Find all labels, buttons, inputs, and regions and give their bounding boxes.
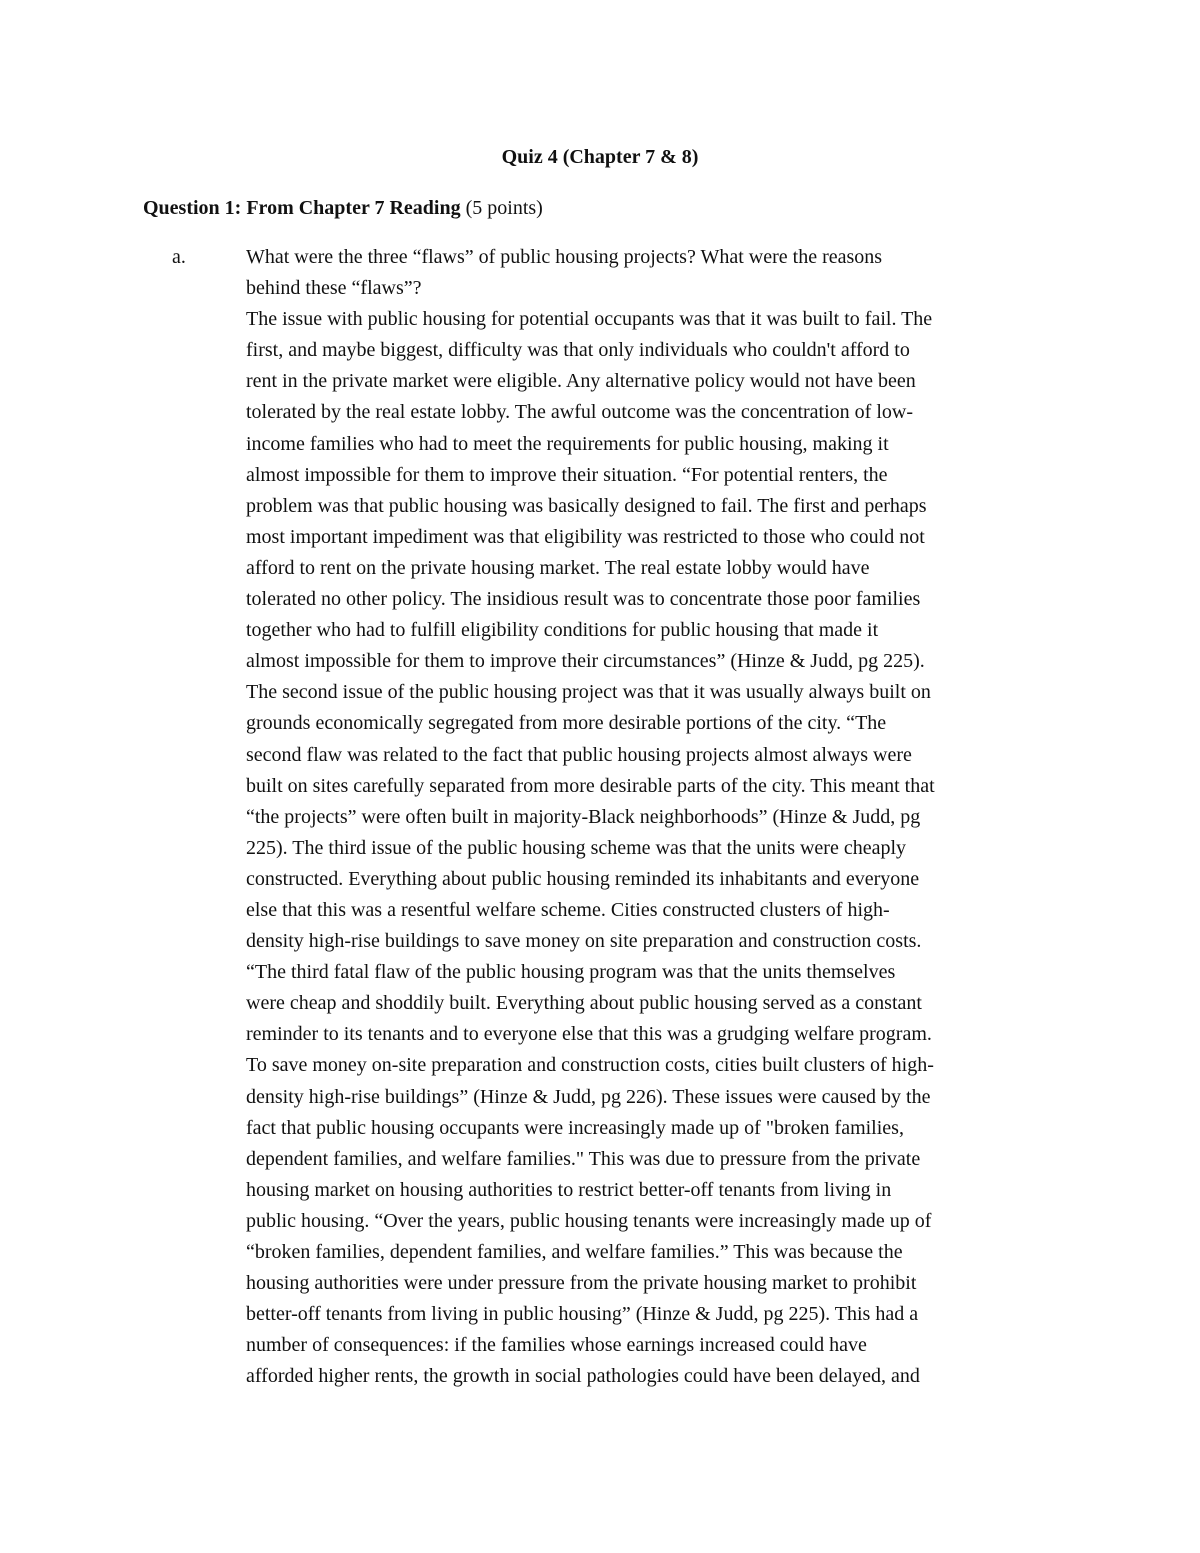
answer-line: “the projects” were often built in majority-Black neighborhoods” (Hinze & Judd, pg (246, 805, 921, 828)
question-heading-label: Question 1: From Chapter 7 Reading (143, 197, 461, 219)
answer-line: fact that public housing occupants were increasingly made up of "broken families, (246, 1116, 904, 1139)
answer-line: rent in the private market were eligible. Any alternative policy would not have been (246, 370, 916, 393)
answer-line: second flaw was related to the fact that public housing projects almost always were (246, 743, 912, 766)
answer-line: problem was that public housing was basically designed to fail. The first and perhaps (246, 494, 927, 517)
answer-line: “The third fatal flaw of the public housing program was that the units themselves (246, 961, 896, 984)
answer-line: density high-rise buildings to save money on site preparation and construction costs. (246, 930, 922, 953)
prompt-line: What were the three “flaws” of public housing projects? What were the reasons (246, 246, 883, 268)
answer-line: “broken families, dependent families, and welfare families.” This was because the (246, 1241, 903, 1263)
answer-line: tolerated no other policy. The insidious result was to concentrate those poor families (246, 588, 921, 611)
answer-line: almost impossible for them to improve their situation. “For potential renters, the (246, 463, 888, 486)
answer-line: public housing. “Over the years, public housing tenants were increasingly made up of (246, 1209, 932, 1232)
answer-line: income families who had to meet the requirements for public housing, making it (246, 432, 889, 455)
prompt-line: behind these “flaws”? (246, 277, 422, 300)
answer-line: else that this was a resentful welfare scheme. Cities constructed clusters of high- (246, 898, 890, 921)
answer-line: housing authorities were under pressure from the private housing market to prohibit (246, 1272, 917, 1295)
page-title: Quiz 4 (Chapter 7 & 8) (501, 146, 699, 168)
answer-line: density high-rise buildings” (Hinze & Judd, pg 226). These issues were caused by the (246, 1085, 931, 1108)
answer-line: constructed. Everything about public housing reminded its inhabitants and everyone (246, 867, 920, 890)
answer-line: afford to rent on the private housing market. The real estate lobby would have (246, 556, 870, 579)
answer-line: dependent families, and welfare families." This was due to pressure from the private (246, 1147, 921, 1170)
answer-line: The issue with public housing for potential occupants was that it was built to fail. The (246, 308, 933, 331)
question-points: (5 points) (460, 197, 543, 219)
answer-line: almost impossible for them to improve their circumstances” (Hinze & Judd, pg 225). (246, 650, 925, 673)
answer-line: housing market on housing authorities to restrict better-off tenants from living in (246, 1178, 892, 1201)
answer-line: were cheap and shoddily built. Everything about public housing served as a constant (246, 992, 922, 1015)
answer-line: together who had to fulfill eligibility conditions for public housing that made it (246, 619, 879, 642)
answer-line: first, and maybe biggest, difficulty was that only individuals who couldn't afford to (246, 339, 910, 362)
answer-line: The second issue of the public housing project was that it was usually always built on (246, 681, 931, 704)
answer-line: most important impediment was that eligibility was restricted to those who could not (246, 525, 925, 548)
answer-line: grounds economically segregated from more desirable portions of the city. “The (246, 712, 887, 735)
answer-line: To save money on-site preparation and construction costs, cities built clusters of high- (246, 1054, 934, 1077)
answer-line: afforded higher rents, the growth in social pathologies could have been delayed, and (246, 1365, 920, 1388)
answer-line: built on sites carefully separated from more desirable parts of the city. This meant that (246, 774, 935, 797)
answer-line: reminder to its tenants and to everyone else that this was a grudging welfare program. (246, 1023, 932, 1046)
list-item-marker: a. (172, 246, 186, 268)
answer-line: tolerated by the real estate lobby. The awful outcome was the concentration of low- (246, 401, 913, 424)
question-heading (143, 193, 543, 224)
answer-line: number of consequences: if the families whose earnings increased could have (246, 1334, 867, 1357)
answer-block (246, 242, 1066, 1392)
answer-line: 225). The third issue of the public housing scheme was that the units were cheaply (246, 836, 907, 859)
answer-line: better-off tenants from living in public housing” (Hinze & Judd, pg 225). This had a (246, 1303, 919, 1326)
